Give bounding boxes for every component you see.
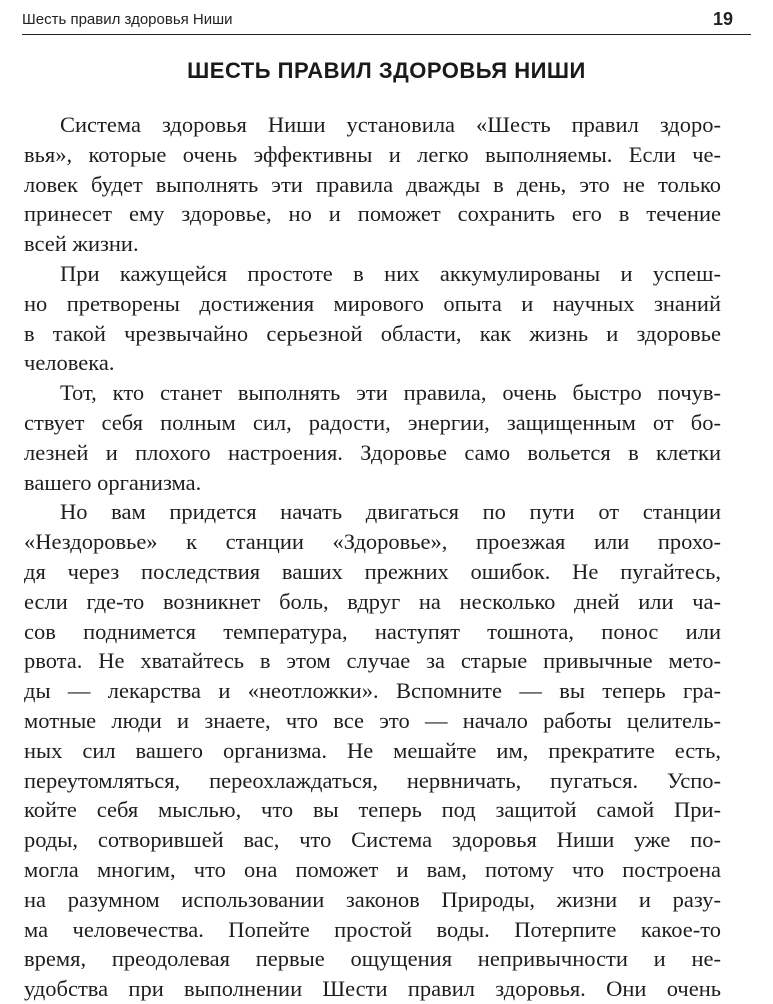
text-line: могла многим, что она поможет и вам, потому что построена bbox=[24, 856, 721, 882]
text-line: сов поднимется температура, наступят тошнота, понос или bbox=[24, 618, 721, 644]
text-line: ма человечества. Попейте простой воды. Потерпите какое-то bbox=[24, 916, 721, 942]
text-line: При кажущейся простоте в них аккумулированы и успеш- bbox=[60, 260, 721, 286]
paragraph bbox=[24, 378, 721, 497]
body-text bbox=[24, 110, 721, 1004]
text-line: но претворены достижения мирового опыта и научных знаний bbox=[24, 290, 721, 316]
text-line: ды — лекарства и «неотложки». Вспомните — вы теперь гра- bbox=[24, 678, 721, 704]
text-line: время, преодолевая первые ощущения непривычности и не- bbox=[24, 946, 721, 972]
text-line: удобства при выполнении Шести правил здоровья. Они очень bbox=[24, 976, 721, 1002]
text-line: дя через последствия ваших прежних ошибок. Не пугайтесь, bbox=[24, 558, 721, 584]
text-line: койте себя мыслью, что вы теперь под защитой самой При- bbox=[24, 797, 721, 823]
text-line: «Нездоровье» к станции «Здоровье», проезжая или прохо- bbox=[24, 529, 721, 555]
text-line: Система здоровья Ниши установила «Шесть правил здоро- bbox=[60, 112, 721, 137]
text-line: вашего организма. bbox=[24, 469, 202, 495]
paragraph bbox=[24, 110, 721, 259]
text-line: мотные люди и знаете, что все это — начало работы целитель- bbox=[24, 707, 721, 733]
text-line: лезней и плохого настроения. Здоровье само вольется в клетки bbox=[24, 439, 721, 465]
text-line: в такой чрезвычайно серьезной области, как жизнь и здоровье bbox=[24, 320, 721, 346]
text-line: на разумном использовании законов Природы, жизни и разу- bbox=[24, 886, 721, 912]
text-line: Но вам придется начать двигаться по пути от станции bbox=[60, 499, 721, 525]
running-header bbox=[22, 8, 751, 35]
paragraph bbox=[24, 259, 721, 378]
text-line: если где-то возникнет боль, вдруг на несколько дней или ча- bbox=[24, 588, 721, 614]
text-line: вья», которые очень эффективны и легко выполняемы. Если че- bbox=[24, 141, 721, 167]
text-line: Тот, кто станет выполнять эти правила, очень быстро почув- bbox=[60, 380, 721, 406]
text-line: принесет ему здоровье, но и поможет сохранить его в течение bbox=[24, 201, 721, 227]
text-line: человека. bbox=[24, 350, 115, 376]
text-line: переутомляться, переохлаждаться, нервничать, пугаться. Успо- bbox=[24, 767, 721, 793]
text-line: всей жизни. bbox=[24, 231, 139, 257]
text-line: ловек будет выполнять эти правила дважды в день, это не только bbox=[24, 171, 721, 197]
paragraph bbox=[24, 497, 721, 1004]
text-line: ствует себя полным сил, радости, энергии, защищенным от бо- bbox=[24, 409, 721, 435]
running-title: Шесть правил здоровья Ниши bbox=[22, 11, 233, 28]
text-line: роды, сотворившей вас, что Система здоровья Ниши уже по- bbox=[24, 827, 721, 853]
text-line: рвота. Не хватайтесь в этом случае за старые привычные мето- bbox=[24, 648, 721, 674]
text-line: ных сил вашего организма. Не мешайте им, прекратите есть, bbox=[24, 737, 721, 763]
chapter-title: ШЕСТЬ ПРАВИЛ ЗДОРОВЬЯ НИШИ bbox=[187, 58, 586, 83]
page-number: 19 bbox=[712, 9, 733, 29]
